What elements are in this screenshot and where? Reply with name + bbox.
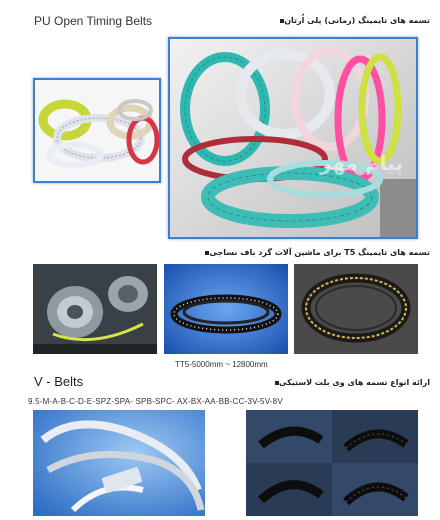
t5-belt-size-caption: TT5-5000mm ~ 12800mm <box>175 360 268 369</box>
toothed-belt-illustration <box>294 264 418 354</box>
section-title-v-belts: V - Belts <box>34 374 84 389</box>
knitting-machine-illustration <box>33 264 157 354</box>
pu-belts-large-illustration <box>170 39 418 239</box>
photo-toothed-belt <box>294 264 418 354</box>
section-title-fa-timing-belts <box>210 16 430 25</box>
photo-pu-belts-collage <box>33 78 161 183</box>
v-belts-dark-illustration <box>246 410 418 516</box>
photo-v-belts-dark <box>246 410 418 516</box>
photo-v-belts-blue <box>33 410 205 516</box>
photo-pu-belts-large <box>168 37 418 239</box>
section-title-fa-v-belts-text: ارائه انواع تسمه های وی بلت لاستیکی <box>278 378 430 387</box>
v-belt-codes-list: 9.5-M-A-B-C-D-E-SPZ-SPA- SPB-SPC- AX-BX-AA-BB-CC-3V-5V-8V <box>28 397 283 406</box>
section-title-fa-text: تسمه های تایمینگ (زمانی) پلی اُرتان <box>284 16 430 25</box>
photo-t5-belt-roll <box>164 264 288 354</box>
section-title-fa-t5-text: تسمه های تایمینگ T5 برای ماشین آلات گرد باف نساجی <box>209 248 430 257</box>
photo-knitting-machine <box>33 264 157 354</box>
section-title-fa-v-belts <box>210 378 430 387</box>
t5-belt-roll-illustration <box>164 264 288 354</box>
watermark-text: پیام مهر <box>320 151 403 175</box>
section-title-pu-open-timing-belts: PU Open Timing Belts <box>34 14 153 28</box>
pu-belts-collage-illustration <box>35 80 161 183</box>
section-title-fa-t5-belts <box>130 248 430 257</box>
v-belts-blue-illustration <box>33 410 205 516</box>
